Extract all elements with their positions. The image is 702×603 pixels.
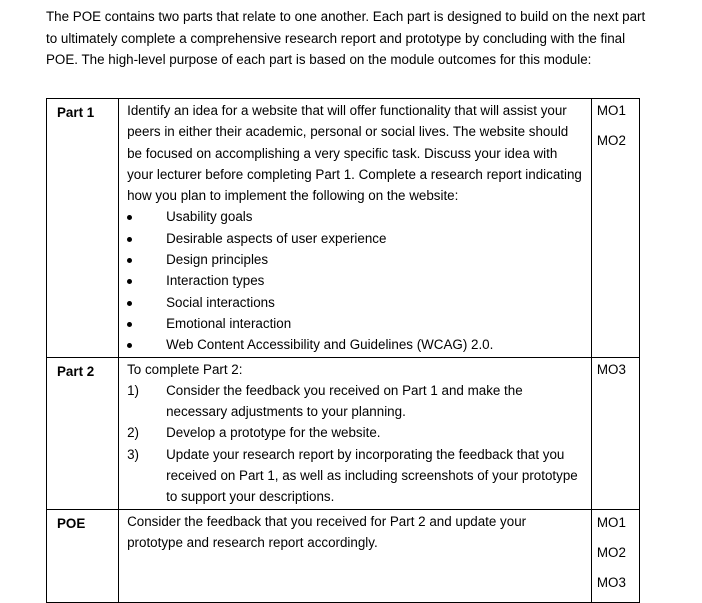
list-item: Social interactions [127,292,587,313]
poe-outcome-codes [591,509,639,602]
poe-label: POE [57,515,86,531]
list-item: Usability goals [127,206,587,227]
part-1-description [119,99,592,358]
poe-text: Consider the feedback that you received for Part 2 and update your prototype and research report accordingly. [127,513,527,550]
list-item [127,380,587,423]
list-item [127,444,587,508]
part-1-text: Identify an idea for a website that will offer functionality that will assist your peers in either their academic, personal or social lives. The website should be focused on accomplishing a very specific task. Discuss your idea with your lecturer before completing Part 1. Complete a research report indicating how you plan to implement the following on the website: [127,103,582,204]
part-2-outcome-codes [591,357,639,509]
part-2-description [119,357,592,509]
list-item: Interaction types [127,270,587,291]
part-1-bullet-list [127,206,587,355]
outcome-code: MO3 [596,361,626,377]
outcome-code: MO3 [596,574,626,590]
table-row-part-2 [47,357,640,509]
list-item: Design principles [127,249,587,270]
part-1-outcome-codes [591,99,639,358]
outcome-code: MO1 [596,514,626,530]
row-label-cell [47,99,119,358]
step-text: Update your research report by incorporating the feedback that you received on Part 1, as well as including screenshots of your prototype to support your descriptions. [166,446,578,505]
step-text: Develop a prototype for the website. [166,425,381,441]
list-item: Desirable aspects of user experience [127,228,587,249]
part-2-step-list [127,380,587,508]
intro-paragraph: The POE contains two parts that relate to one another. Each part is designed to build on the next part to ultimately complete a comprehensive research report and prototype by concluding with the final POE. The high-level purpose of each part is based on the module outcomes for this module: [46,9,646,67]
step-number: 3) [127,446,140,462]
outcome-code: MO2 [596,544,626,560]
part-2-text: To complete Part 2: [127,361,243,377]
poe-parts-table [46,98,640,603]
table-row-poe [47,509,640,602]
table-row-part-1 [47,99,640,358]
part-2-label: Part 2 [57,363,95,379]
step-text: Consider the feedback you received on Part 1 and make the necessary adjustments to your planning. [166,382,523,420]
list-item: Emotional interaction [127,313,587,334]
row-label-cell [47,357,119,509]
list-item [127,422,587,443]
step-number: 1) [127,382,140,398]
row-label-cell [47,509,119,602]
outcome-code: MO2 [596,133,626,148]
part-1-label: Part 1 [57,105,95,120]
list-item: Web Content Accessibility and Guidelines (WCAG) 2.0. [127,334,587,355]
step-number: 2) [127,425,140,441]
poe-description [119,509,592,602]
outcome-code: MO1 [596,103,626,118]
